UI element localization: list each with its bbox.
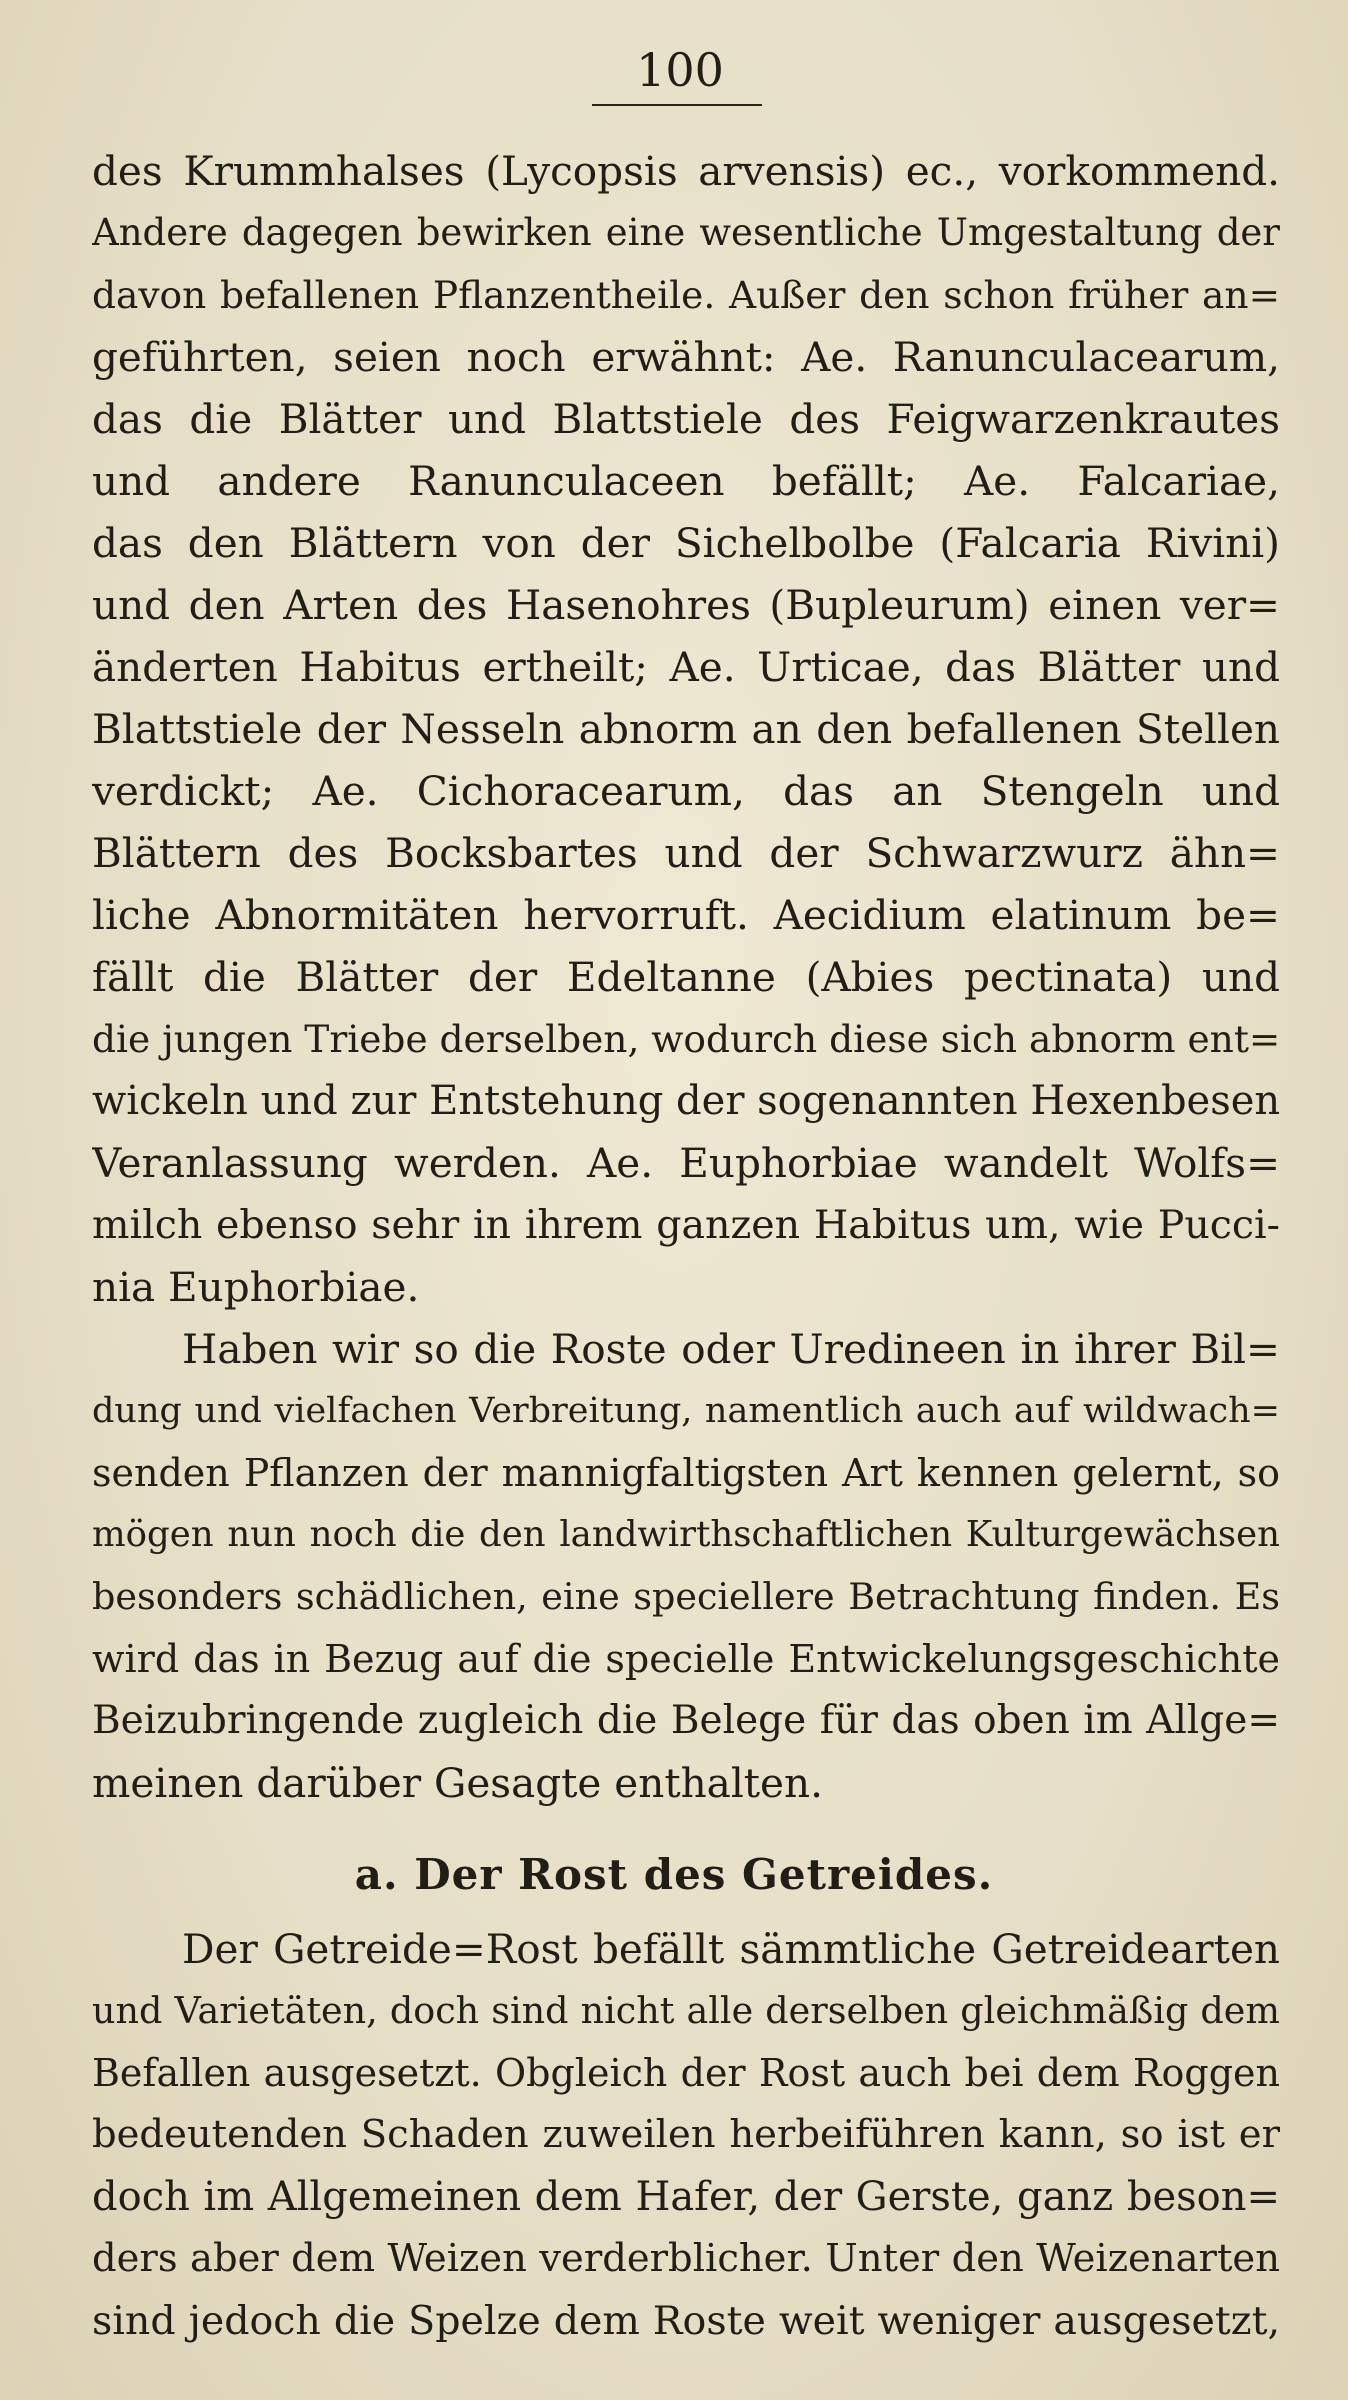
text-line: das die Blätter und Blattstiele des Feigwarzenkrautes — [92, 395, 1280, 443]
body-text — [92, 140, 1280, 1814]
text-line: Haben wir so die Roste oder Uredineen in ihrer Bil= — [182, 1325, 1280, 1373]
text-line: senden Pflanzen der mannigfaltigsten Art kennen gelernt, so — [92, 1451, 1280, 1495]
text-line: Blattstiele der Nesseln abnorm an den befallenen Stellen — [92, 705, 1280, 753]
text-line: das den Blättern von der Sichelbolbe (Falcaria Rivini) — [92, 519, 1280, 567]
text-line: geführten, seien noch erwähnt: Ae. Ranunculacearum, — [92, 333, 1280, 381]
text-line: des Krummhalses (Lycopsis arvensis) ec., vorkommend. — [92, 147, 1280, 195]
text-line: Der Getreide=Rost befällt sämmtliche Getreidearten — [182, 1925, 1280, 1973]
text-line: ders aber dem Weizen verderblicher. Unter den Weizenarten — [92, 2236, 1280, 2281]
text-line: nia Euphorbiae. — [92, 1263, 420, 1311]
text-line: wickeln und zur Entstehung der sogenannten Hexenbesen — [92, 1078, 1280, 1124]
text-line: Andere dagegen bewirken eine wesentliche Umgestaltung der — [92, 211, 1280, 254]
text-line: wird das in Bezug auf die specielle Entwickelungsgeschichte — [92, 1637, 1280, 1681]
text-line: dung und vielfachen Verbreitung, namentlich auch auf wildwach= — [92, 1391, 1280, 1431]
text-line: Blättern des Bocksbartes und der Schwarzwurz ähn= — [92, 829, 1280, 877]
text-line: Beizubringende zugleich die Belege für das oben im Allge= — [92, 1698, 1280, 1743]
text-line: die jungen Triebe derselben, wodurch diese sich abnorm ent= — [92, 1017, 1280, 1061]
text-line: sind jedoch die Spelze dem Roste weit weniger ausgesetzt, — [92, 2298, 1280, 2344]
text-line: Veranlassung werden. Ae. Euphorbiae wandelt Wolfs= — [92, 1139, 1280, 1187]
text-line: milch ebenso sehr in ihrem ganzen Habitus um, wie Pucci- — [92, 1202, 1280, 1248]
text-line: meinen darüber Gesagte enthalten. — [92, 1759, 823, 1807]
text-line: bedeutenden Schaden zuweilen herbeiführen kann, so ist er — [92, 2112, 1280, 2157]
text-line: verdickt; Ae. Cichoracearum, das an Stengeln und — [92, 767, 1280, 815]
text-line: doch im Allgemeinen dem Hafer, der Gerste, ganz beson= — [92, 2174, 1280, 2220]
text-line: und den Arten des Hasenohres (Bupleurum) einen ver= — [92, 581, 1280, 629]
text-line: und Varietäten, doch sind nicht alle derselben gleichmäßig dem — [92, 1989, 1280, 2032]
page-number-rule — [592, 104, 762, 106]
text-line: davon befallenen Pflanzentheile. Außer den schon früher an= — [92, 273, 1280, 317]
text-line: mögen nun noch die den landwirthschaftlichen Kulturgewächsen — [92, 1514, 1280, 1555]
text-line: änderten Habitus ertheilt; Ae. Urticae, das Blätter und — [92, 643, 1280, 691]
page-number: 100 — [636, 43, 724, 97]
text-line: liche Abnormitäten hervorruft. Aecidium elatinum be= — [92, 891, 1280, 939]
text-line: fällt die Blätter der Edeltanne (Abies pectinata) und — [92, 953, 1280, 1001]
text-line: Befallen ausgesetzt. Obgleich der Rost auch bei dem Roggen — [92, 2051, 1280, 2095]
text-line: besonders schädlichen, eine speciellere Betrachtung finden. Es — [92, 1575, 1280, 1618]
section-text — [92, 1918, 1280, 2352]
text-line: und andere Ranunculaceen befällt; Ae. Falcariae, — [92, 457, 1280, 505]
section-heading: a. Der Rost des Getreides. — [354, 1850, 994, 1899]
